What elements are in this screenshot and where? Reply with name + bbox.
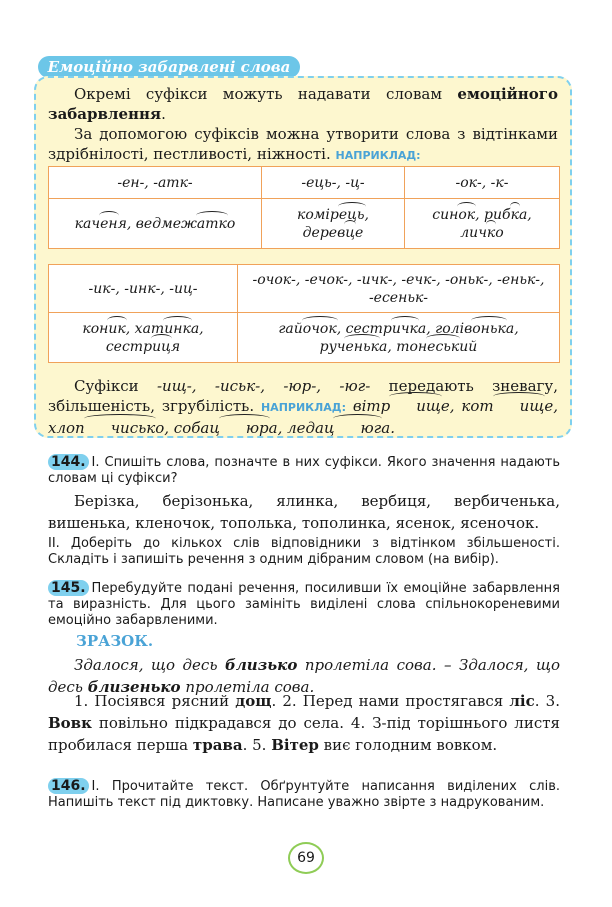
task-144-number: 144. <box>48 454 89 470</box>
sample-label: ЗРАЗОК. <box>76 632 154 650</box>
outro-paragraph: Суфікси -ищ-, -иськ-, -юр-, -юг- передають зневагу, збільшеність, згрубілість. НАПРИКЛАД: вітр ище, кот ище, хлоп чисько, собац юра, ледац юга. <box>48 377 558 437</box>
example-label: НАПРИКЛАД: <box>335 149 421 162</box>
task-144-words: Берізка, берізонька, ялинка, вербиця, вербиченька, вишенька, кленочок, тополька, тополинка, ясенок, ясеночок. <box>48 492 560 532</box>
table1-header-2: -ець-, -ц- <box>262 167 405 199</box>
table2-cell-1: коник, хатинка, сестриця <box>49 313 238 363</box>
page-number: 69 <box>288 842 324 874</box>
task-146-number: 146. <box>48 778 89 794</box>
task-146: 146. I. Прочитайте текст. Обґрунтуйте написання виділених слів. Напишіть текст під диктовку. Написане уважно звірте з надрукованим. <box>48 778 560 810</box>
task-145: 145. Перебудуйте подані речення, посиливши їх емоційне забарвлення та виразність. Для цього замініть виділені слова спільнокореневими емоційно забарвленими. <box>48 580 560 628</box>
table1-cell-1: каченя, ведмежатко <box>49 199 262 249</box>
suffix-table-1 <box>48 166 560 249</box>
table1-header-1: -ен-, -атк- <box>49 167 262 199</box>
table1-cell-2: комірець, деревце <box>262 199 405 249</box>
table1-header-3: -ок-, -к- <box>405 167 560 199</box>
sample-text: Здалося, що десь близько пролетіла сова. – Здалося, що десь близенько пролетіла сова. <box>48 656 560 696</box>
task-145-number: 145. <box>48 580 89 596</box>
task-144: 144. I. Спишіть слова, позначте в них суфікси. Якого значення надають словам ці суфікси? <box>48 454 560 486</box>
table2-header-1: -ик-, -инк-, -иц- <box>49 265 238 313</box>
table2-header-2: -очок-, -ечок-, -ичк-, -ечк-, -оньк-, -еньк-, -есеньк- <box>238 265 560 313</box>
table1-cell-3: синок, рибка, личко <box>405 199 560 249</box>
intro-paragraph-2: За допомогою суфіксів можна утворити слова з відтінками здрібнілості, пестливості, ніжності. НАПРИКЛАД: <box>48 125 558 163</box>
table2-cell-2: гайочок, сестричка, голівонька, рученька, тонеський <box>238 313 560 363</box>
task-144-part2: II. Доберіть до кількох слів відповідники з відтінком збільшеності. Складіть і запишіть речення з одним дібраним словом (на вибір). <box>48 536 560 567</box>
intro-paragraph-1: Окремі суфікси можуть надавати словам емоційного забарвлення. <box>48 85 558 123</box>
section-title-tab: Емоційно забарвлені слова <box>38 56 300 78</box>
task-145-sentences: 1. Посіявся рясний дощ. 2. Перед нами простягався ліс. 3. Вовк повільно підкрадався до села. 4. З-під торішнього листя пробилася перша трава. 5. Вітер виє голодним вовком. <box>48 692 560 754</box>
suffix-table-2 <box>48 264 560 363</box>
